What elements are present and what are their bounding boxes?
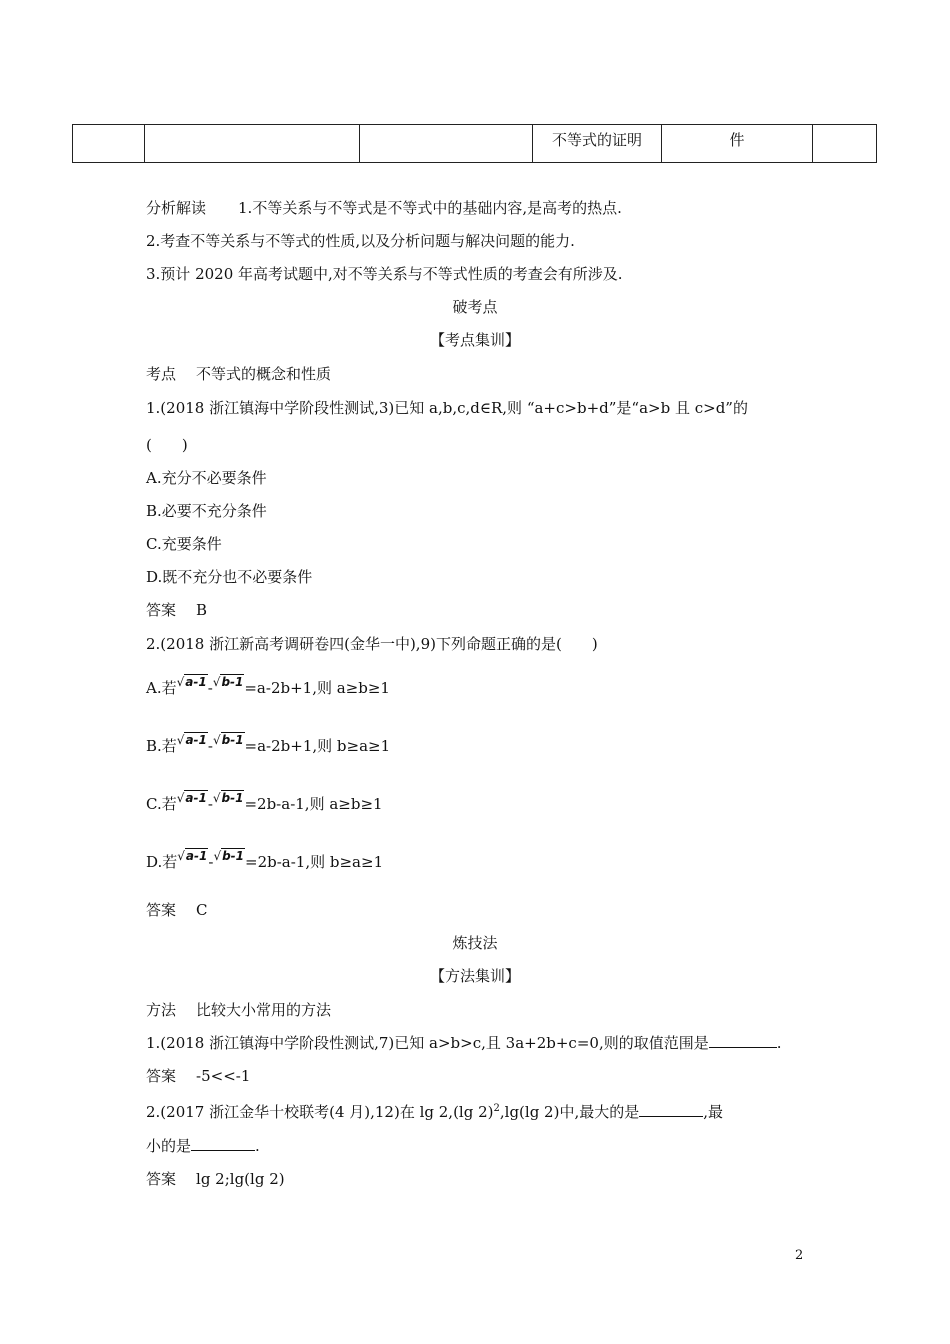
table-cell: 件	[662, 125, 813, 163]
answer-blank	[639, 1102, 703, 1117]
topic-label: 考点	[146, 365, 177, 383]
stem-text: 2.(2017 浙江金华十校联考(4 月),12)在 lg 2,(lg 2)	[146, 1103, 494, 1121]
topic-heading	[146, 364, 331, 384]
question-2-option-c	[146, 791, 383, 815]
sqrt-a-arg: a-1	[185, 791, 207, 805]
question-2-answer	[146, 900, 208, 920]
question-2-option-d	[146, 849, 384, 873]
answer-blank	[191, 1136, 255, 1151]
answer-label: 答案	[146, 601, 177, 619]
sqrt-a-arg: a-1	[185, 849, 208, 863]
minus-sign: -	[207, 679, 213, 697]
page-number: 2	[795, 1248, 804, 1263]
method-text: 比较大小常用的方法	[196, 1001, 332, 1019]
question-1-option-a: A.充分不必要条件	[146, 469, 267, 487]
sqrt-b-arg: b-1	[221, 675, 244, 689]
question-2-stem: 2.(2018 浙江新高考调研卷四(金华一中),9)下列命题正确的是( )	[146, 635, 598, 653]
option-prefix: A.若	[146, 679, 177, 697]
method-2-stem-line-2	[146, 1136, 260, 1156]
answer-value: lg 2;lg(lg 2)	[196, 1170, 285, 1188]
answer-value: C	[196, 901, 208, 919]
minus-sign: -	[208, 853, 214, 871]
sqrt-b-arg: b-1	[221, 791, 244, 805]
question-1-option-b: B.必要不充分条件	[146, 502, 267, 520]
option-rest: =a-2b+1,则 b≥a≥1	[244, 737, 391, 755]
sqrt-b-expression: √b-1	[213, 849, 245, 863]
sqrt-a-expression: √a-1	[176, 791, 207, 805]
answer-value: -5<<-1	[196, 1067, 251, 1085]
superscript: 2	[493, 1103, 500, 1114]
method-label: 方法	[146, 1001, 177, 1019]
table-cell: 不等式的证明	[533, 125, 662, 163]
answer-label: 答案	[146, 901, 177, 919]
section-subtitle: 【方法集训】	[429, 967, 520, 985]
analysis-line-1	[146, 198, 622, 218]
stem-end: .	[255, 1137, 260, 1155]
table-cell	[360, 125, 533, 163]
question-1-option-d: D.既不充分也不必要条件	[146, 568, 313, 586]
table-cell	[145, 125, 360, 163]
analysis-line-3: 3.预计 2020 年高考试题中,对不等关系与不等式性质的考查会有所涉及.	[146, 265, 623, 283]
question-2-option-b	[146, 733, 391, 757]
table-cell	[813, 125, 877, 163]
answer-value: B	[196, 601, 208, 619]
minus-sign: -	[207, 795, 213, 813]
section-subtitle: 【考点集训】	[429, 331, 520, 349]
question-2-option-a	[146, 675, 390, 699]
sqrt-b-expression: √b-1	[212, 675, 244, 689]
sqrt-b-expression: √b-1	[212, 733, 244, 747]
answer-label: 答案	[146, 1067, 177, 1085]
analysis-text: 1.不等关系与不等式是不等式中的基础内容,是高考的热点.	[238, 199, 622, 217]
sqrt-a-expression: √a-1	[177, 849, 208, 863]
sqrt-a-arg: a-1	[185, 733, 207, 747]
option-rest: =2b-a-1,则 b≥a≥1	[245, 853, 384, 871]
option-rest: =a-2b+1,则 a≥b≥1	[244, 679, 390, 697]
answer-label: 答案	[146, 1170, 177, 1188]
method-heading	[146, 1000, 331, 1020]
method-2-answer	[146, 1169, 285, 1189]
question-1-paren: ( )	[146, 436, 188, 454]
question-1-answer	[146, 600, 207, 620]
section-title: 破考点	[452, 298, 498, 316]
stem-text: ,最	[703, 1103, 724, 1121]
option-rest: =2b-a-1,则 a≥b≥1	[244, 795, 383, 813]
question-1-option-c: C.充要条件	[146, 535, 222, 553]
analysis-line-2: 2.考查不等关系与不等式的性质,以及分析问题与解决问题的能力.	[146, 232, 575, 250]
sqrt-a-arg: a-1	[185, 675, 207, 689]
table-cell	[73, 125, 145, 163]
sqrt-a-expression: √a-1	[176, 675, 207, 689]
method-1-answer	[146, 1066, 250, 1086]
stem-text: 1.(2018 浙江镇海中学阶段性测试,7)已知 a>b>c,且 3a+2b+c=0,则的取值范围是	[146, 1034, 709, 1052]
option-prefix: C.若	[146, 795, 177, 813]
minus-sign: -	[207, 737, 213, 755]
option-prefix: B.若	[146, 737, 177, 755]
question-1-stem: 1.(2018 浙江镇海中学阶段性测试,3)已知 a,b,c,d∈R,则 “a+c>b+d”是“a>b 且 c>d”的	[146, 399, 748, 417]
method-2-stem	[146, 1099, 723, 1122]
sqrt-b-arg: b-1	[221, 733, 244, 747]
stem-text: 小的是	[146, 1137, 192, 1155]
topic-text: 不等式的概念和性质	[196, 365, 332, 383]
answer-blank	[709, 1033, 777, 1048]
method-1-stem	[146, 1033, 782, 1053]
section-title: 炼技法	[452, 934, 498, 952]
sqrt-a-expression: √a-1	[176, 733, 207, 747]
sqrt-b-expression: √b-1	[212, 791, 244, 805]
stem-end: .	[776, 1034, 782, 1052]
option-prefix: D.若	[146, 853, 178, 871]
analysis-label: 分析解读	[146, 199, 207, 217]
header-table	[72, 124, 877, 163]
sqrt-b-arg: b-1	[222, 849, 245, 863]
stem-text: ,lg(lg 2)中,最大的是	[499, 1103, 640, 1121]
